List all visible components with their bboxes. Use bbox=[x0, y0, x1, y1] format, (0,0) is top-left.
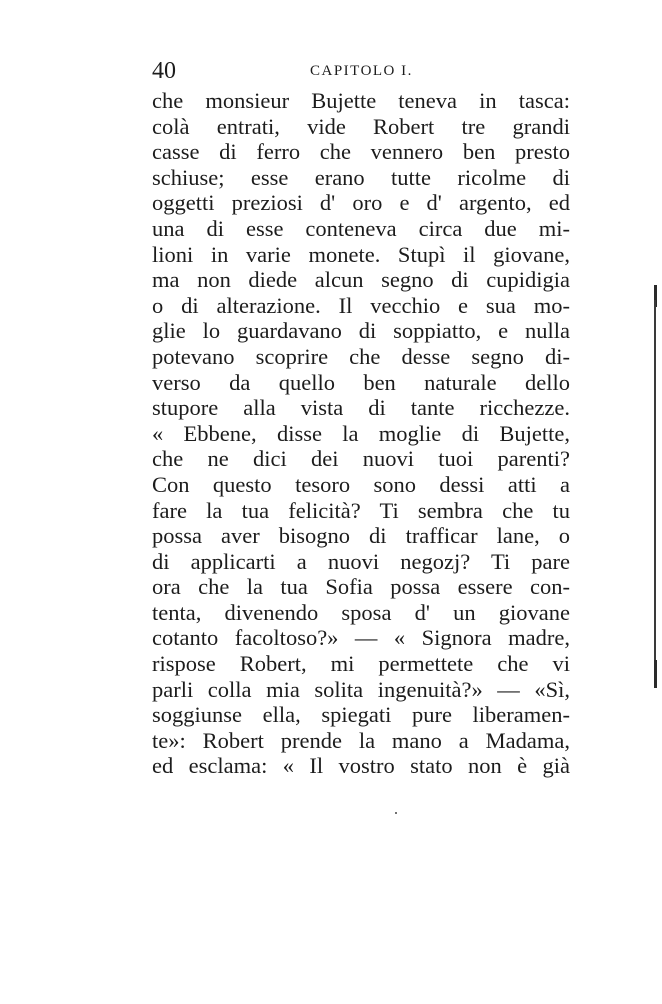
text-line: ma non diede alcun segno di cupidigia bbox=[152, 267, 570, 293]
text-line: tenta, divenendo sposa d' un giovane bbox=[152, 599, 570, 625]
text-line: fare la tua felicità? Ti sembra che tu bbox=[152, 497, 570, 523]
page-edge-shadow bbox=[654, 300, 656, 685]
text-line: che ne dici dei nuovi tuoi parenti? bbox=[152, 446, 570, 472]
text-line: possa aver bisogno di trafficar lane, o bbox=[152, 523, 570, 549]
text-line: una di esse conteneva circa due mi- bbox=[152, 215, 570, 241]
page-edge-shadow bbox=[654, 660, 657, 688]
text-line: cotanto facoltoso?» — « Signora madre, bbox=[152, 625, 570, 651]
text-line: che monsieur Bujette teneva in tasca: bbox=[152, 88, 570, 113]
body-text bbox=[152, 88, 570, 779]
text-line: soggiunse ella, spiegati pure liberamen- bbox=[152, 702, 570, 728]
text-line: oggetti preziosi d' oro e d' argento, ed bbox=[152, 190, 570, 216]
text-line: « Ebbene, disse la moglie di Bujette, bbox=[152, 420, 570, 446]
text-line: verso da quello ben naturale dello bbox=[152, 369, 570, 395]
text-line: parli colla mia solita ingenuità?» — «Sì, bbox=[152, 676, 570, 702]
running-head: CAPITOLO I. bbox=[310, 63, 413, 79]
text-line: stupore alla vista di tante ricchezze. bbox=[152, 395, 570, 421]
text-line: di applicarti a nuovi negozj? Ti pare bbox=[152, 548, 570, 574]
text-line: Con questo tesoro sono dessi atti a bbox=[152, 471, 570, 497]
text-line: schiuse; esse erano tutte ricolme di bbox=[152, 164, 570, 190]
ink-speck bbox=[395, 812, 397, 814]
text-line: glie lo guardavano di soppiatto, e nulla bbox=[152, 318, 570, 344]
text-line: o di alterazione. Il vecchio e sua mo- bbox=[152, 292, 570, 318]
text-line: lioni in varie monete. Stupì il giovane, bbox=[152, 241, 570, 267]
page-header bbox=[150, 58, 570, 88]
text-line: ora che la tua Sofia possa essere con- bbox=[152, 574, 570, 600]
text-line: te»: Robert prende la mano a Madama, bbox=[152, 727, 570, 753]
text-line: potevano scoprire che desse segno di- bbox=[152, 343, 570, 369]
page-number: 40 bbox=[152, 58, 176, 84]
text-line: ed esclama: « Il vostro stato non è già bbox=[152, 753, 570, 779]
text-line: colà entrati, vide Robert tre grandi bbox=[152, 113, 570, 139]
text-line: rispose Robert, mi permettete che vi bbox=[152, 651, 570, 677]
text-line: casse di ferro che vennero ben presto bbox=[152, 139, 570, 165]
